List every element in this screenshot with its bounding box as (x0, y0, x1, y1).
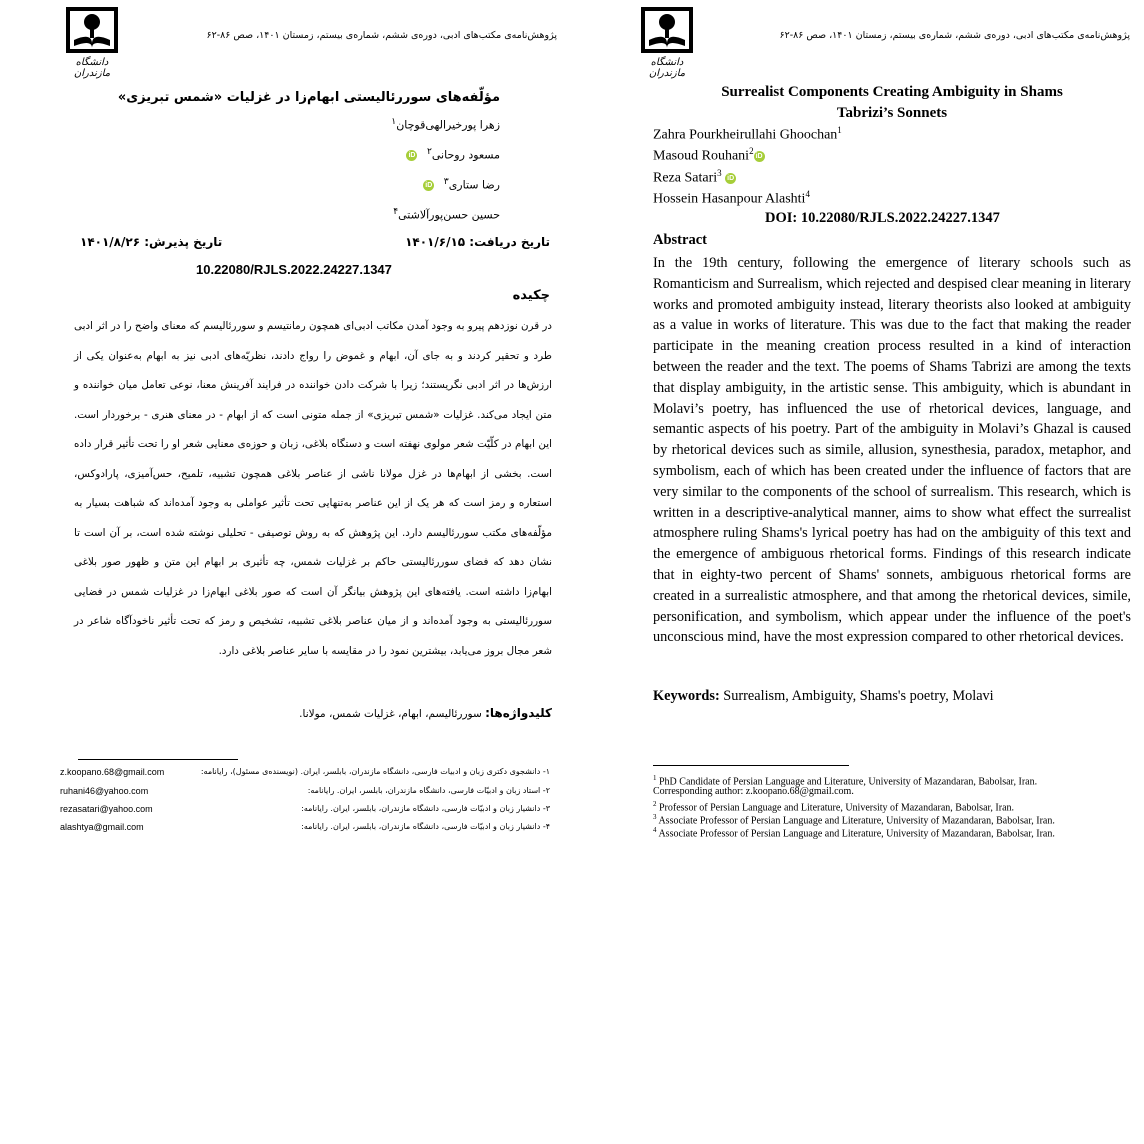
author-en-1 (653, 125, 842, 144)
footnote-text: ۳- دانشیار زبان و ادبیّات فارسی، دانشگاه مازندران، بابلسر، ایران. رایانامه: (301, 804, 550, 813)
book-tree-icon (640, 6, 694, 54)
paper-title-fa: مؤلّفه‌های سوررئالیستی ابهام‌زا در غزلیات «شمس تبریزی» (117, 90, 500, 105)
author-name: رضا ستاری (448, 178, 500, 192)
author-mark: ۱ (391, 116, 397, 127)
author-fa-2 (406, 146, 500, 162)
footnote-en-corresponding (653, 785, 854, 798)
university-logo (632, 6, 702, 79)
footnote-mark: 2 (653, 800, 657, 808)
footnote-fa-1 (60, 767, 550, 777)
author-fa-3 (423, 176, 500, 192)
running-head: پژوهش‌نامه‌ی مکتب‌های ادبی، دوره‌ی ششم، شماره‌ی بیستم، زمستان ۱۴۰۱، صص ۸۶-۶۲ (206, 30, 557, 41)
orcid-icon[interactable]: iD (727, 174, 735, 182)
author-name: مسعود روحانی (431, 148, 500, 162)
keywords-label: Keywords: (653, 688, 720, 704)
footnote-text: PhD Candidate of Persian Language and Literature, University of Mazandaran, Babolsar, Iran. (659, 776, 1038, 788)
keywords-fa (74, 706, 552, 720)
footnote-divider (78, 759, 238, 760)
keywords-label: کلیدواژه‌ها: (485, 706, 552, 720)
author-mark: ۳ (443, 176, 449, 187)
orcid-icon[interactable]: iD (408, 152, 416, 160)
footnote-text: ۴- دانشیار زبان و ادبیّات فارسی، دانشگاه مازندران، بابلسر، ایران. رایانامه: (301, 822, 550, 831)
footnote-fa-2 (60, 786, 550, 796)
book-tree-icon (65, 6, 119, 54)
author-mark: 4 (805, 189, 810, 199)
author-mark: ۴ (393, 206, 399, 217)
footnote-fa-4 (60, 822, 550, 832)
author-name: Hossein Hasanpour Alashti (653, 191, 806, 207)
footnote-text: ۲- استاد زبان و ادبیّات فارسی، دانشگاه مازندران، بابلسر، ایران. رایانامه: (307, 786, 550, 795)
running-head: پژوهش‌نامه‌ی مکتب‌های ادبی، دوره‌ی ششم، شماره‌ی بیستم، زمستان ۱۴۰۱، صص ۸۶-۶۲ (779, 30, 1130, 41)
author-mark: ۲ (426, 146, 432, 157)
footnote-text: Associate Professor of Persian Language and Literature, University of Mazandaran, Babolsar, Iran. (658, 828, 1055, 840)
abstract-body-en: In the 19th century, following the emergence of literary schools such as Romanticism and Surrealism, which rejected and despised clear meaning in literary works and promoted ambiguity instead, literary theorists also looked at ambiguity as a value in works of literature. This was due to the fact that making the reader participate in the meaning creation process resulted in a kind of interaction between the reader and the text. The poems of Shams Tabrizi are among the texts that display ambiguity, in the artistic sense. This ambiguity, which is abundant in Molavi’s poetry, has influenced the use of rhetorical devices, language, and semantic aspects of his poetry. Part of the ambiguity in Molavi’s Ghazal is caused by rhetorical devices such as simile, allusion, synesthesia, paradox, metaphor, and symbolism, each of which has been created under the influence of factors that are very similar to the components of the school of surrealism. This research, which is written in a descriptive-analytical manner, aims to show what effect the surrealist atmosphere ruling Shams's lyrical poetry has had on the ambiguity of this text and the emergence of ambiguous rhetorical forms. Findings of this research indicate that in eighty-two percent of Shams' sonnets, ambiguous rhetorical forms are created in a surrealistic atmosphere, and that among the rhetorical devices, simile, personification, and symbolism, which appear under the influence of the poet's unconscious mind, have the most expression compared to other rhetorical devices. (653, 255, 1131, 646)
keywords-list: سوررئالیسم، ابهام، غزلیات شمس، مولانا. (299, 708, 482, 720)
email-link[interactable]: rezasatari@yahoo.com (60, 804, 153, 814)
abstract-body-fa: در قرن نوزدهم پیرو به وجود آمدن مکاتب ادبی‌ای همچون رمانتیسم و سوررئالیسم که معنای واضح را در اثر ادبی طرد و تحقیر کردند و به جای آن، ابهام و غموض را رواج دادند، نظریّه‌های ادبی نیز به ابهام به‌عنوان یکی از ارزش‌ها در اثر ادبی نگریستند؛ زیرا با شرکت دادن خواننده در فرایند آفرینش معنا، نوعی تعامل میان خواننده و متن ایجاد می‌کند. غزلیات «شمس تبریزی» از جمله متونی است که از ابهام - در معنای هنری - برخوردار است. این ابهام در کلّیّت شعر مولوی نهفته است و دستگاه بلاغی، زبان و حوزه‌ی معنایی شعر او را تحت تأثیر قرار داده است. بخشی از ابهام‌ها در غزل مولانا ناشی از عناصر بلاغی همچون تشبیه، تلمیح، حس‌آمیزی، پارادوکس، استعاره و رمز است که هر یک از این عناصر به‌تنهایی تحت تأثیر عواملی به وجود آمده‌اند که شباهت بسیار به مؤلّفه‌های مکتب سوررئالیسم دارد. این پژوهش که به روش توصیفی - تحلیلی نوشته شده است، بر آن است تا نشان دهد که فضای سوررئالیستی حاکم بر غزلیات شمس، چه تأثیری بر ابهام این متن و ظهور صور بلاغی ابهام‌زا داشته است. یافته‌های این پژوهش بیانگر آن است که صور بلاغی ابهام‌زا در غزلیات شمس در فضایی سوررئالیستی به وجود آمده‌اند و از میان عناصر بلاغی تشبیه، تشخیص و رمز که تحت تأثیر ناخودآگاه شاعر در شعر مجال بروز می‌یابد، بیشترین نمود را در مقایسه با سایر عناصر بلاغی دارد. (74, 320, 552, 657)
author-mark: 1 (837, 125, 842, 135)
accepted-date: تاریخ پذیرش: ۱۴۰۱/۸/۲۶ (80, 235, 223, 249)
footnote-mark: 4 (653, 826, 657, 834)
footnote-text: Professor of Persian Language and Literature, University of Mazandaran, Babolsar, Iran. (659, 802, 1015, 814)
footnote-fa-3 (60, 804, 550, 814)
author-name: Masoud Rouhani (653, 148, 750, 164)
author-name: زهرا پورخیرالهی‌قوچان (396, 118, 500, 132)
footnote-text: Corresponding author: z.koopano.68@gmail.com. (653, 786, 854, 797)
author-name: حسین حسن‌پورآلاشتی (398, 208, 500, 222)
received-date: تاریخ دریافت: ۱۴۰۱/۶/۱۵ (405, 235, 550, 249)
email-link[interactable]: alashtya@gmail.com (60, 822, 144, 832)
author-fa-1 (391, 116, 500, 132)
doi-link-en[interactable]: DOI: 10.22080/RJLS.2022.24227.1347 (765, 210, 1000, 226)
author-name: Reza Satari (653, 170, 718, 186)
footnote-mark: 1 (653, 774, 657, 782)
submission-dates (80, 235, 550, 249)
author-mark: 3 (717, 168, 722, 178)
abstract-heading-en: Abstract (653, 232, 707, 248)
author-en-3 (653, 168, 736, 187)
doi-link-fa[interactable]: 10.22080/RJLS.2022.24227.1347 (196, 262, 392, 277)
english-page (572, 0, 1144, 1144)
author-mark: 2 (749, 146, 754, 156)
footnote-text: ۱- دانشجوی دکتری زبان و ادبیات فارسی، دانشگاه مازندران، بابلسر، ایران. (نویسنده‌ی مسئول)، رایانامه: (200, 767, 550, 776)
author-fa-4 (393, 206, 500, 222)
email-link[interactable]: z.koopano.68@gmail.com (60, 767, 165, 777)
footnote-mark: 3 (653, 813, 657, 821)
logo-caption: دانشگاه مازندران (648, 57, 686, 79)
paper-title-en: Surrealist Components Creating Ambiguity in Shams Tabrizi’s Sonnets (721, 84, 1063, 121)
footnote-en-4 (653, 824, 1055, 840)
footnote-text: Associate Professor of Persian Language and Literature, University of Mazandaran, Babolsar, Iran. (658, 815, 1055, 827)
keywords-en (653, 688, 1131, 705)
logo-caption: دانشگاه مازندران (73, 57, 111, 79)
author-name: Zahra Pourkheirullahi Ghoochan (653, 127, 838, 143)
orcid-icon[interactable]: iD (755, 152, 763, 160)
keywords-list: Surrealism, Ambiguity, Shams's poetry, Molavi (723, 688, 994, 704)
email-link[interactable]: ruhani46@yahoo.com (60, 786, 149, 796)
author-en-2 (653, 146, 765, 165)
abstract-heading-fa: چکیده (512, 288, 550, 303)
author-en-4 (653, 189, 810, 208)
university-logo (57, 6, 127, 79)
orcid-icon[interactable]: iD (425, 182, 433, 190)
footnote-divider (653, 765, 849, 766)
